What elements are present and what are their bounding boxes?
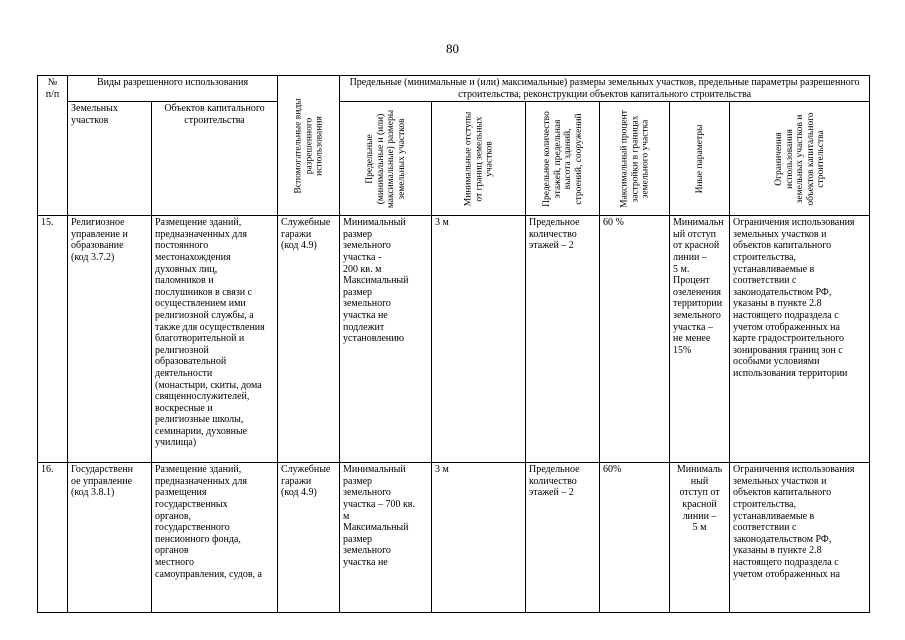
header-capital-objects: Объектов капитального строительства — [152, 102, 278, 216]
table-row — [38, 463, 870, 613]
row-setbacks: 3 м — [432, 463, 526, 613]
row-capital-objects: Размещение зданий, предназначенных для размещения государственных органов, государственного пенсионного фонда, органов местного самоуправления, судов, а — [152, 463, 278, 613]
row-plot-size: Минимальный размер земельного участка - 200 кв. м Максимальный размер земельного участка не подлежит установлению — [340, 216, 432, 463]
header-permitted-uses: Виды разрешенного использования — [68, 76, 278, 102]
row-restrictions: Ограничения использования земельных участков и объектов капитального строительства, устанавливаемые в соответствии с законодательством РФ, указаны в пункте 2.8 настоящего подраздела с учетом отображенных на — [730, 463, 870, 613]
row-floors: Предельное количество этажей – 2 — [526, 463, 600, 613]
row-land-use: Религиозное управление и образование (код 3.7.2) — [68, 216, 152, 463]
header-plot-size-text: Предельные (минимальные и (или) максимальные) размеры земельных участков — [364, 109, 407, 208]
header-setbacks-text: Минимальные отступы от границ земельных участков — [462, 111, 494, 206]
header-floors — [526, 102, 600, 216]
row-floors: Предельное количество этажей – 2 — [526, 216, 600, 463]
header-setbacks — [432, 102, 526, 216]
table-row — [38, 216, 870, 463]
row-coverage: 60% — [600, 463, 670, 613]
row-restrictions: Ограничения использования земельных участков и объектов капитального строительства, устанавливаемые в соответствии с законодательством РФ, указаны в пункте 2.8 настоящего подраздела с учетом отображенных на карте градостроительного зонирования границ зон с особыми условиями использования территории — [730, 216, 870, 463]
row-num: 15. — [38, 216, 68, 463]
header-plot-size — [340, 102, 432, 216]
header-other-text: Иные параметры — [694, 124, 705, 194]
row-auxiliary: Служебные гаражи (код 4.9) — [278, 216, 340, 463]
row-auxiliary: Служебные гаражи (код 4.9) — [278, 463, 340, 613]
row-capital-objects: Размещение зданий, предназначенных для постоянного местонахождения духовных лиц, паломников и послушников в связи с осуществлением ими религиозной службы, а также для осуществления благотворительной и религиозной образовательной деятельности (монастыри, скиты, дома священнослужителей, воскресные и религиозные школы, семинарии, духовные училища) — [152, 216, 278, 463]
header-coverage — [600, 102, 670, 216]
header-auxiliary-text: Вспомогательные виды разрешенного использования — [292, 98, 324, 194]
header-restrictions — [730, 102, 870, 216]
header-coverage-text: Максимальный процент застройки в границах земельного участка — [618, 109, 650, 208]
header-row-1 — [38, 76, 870, 102]
header-other — [670, 102, 730, 216]
header-auxiliary — [278, 76, 340, 216]
row-coverage: 60 % — [600, 216, 670, 463]
row-land-use: Государственн ое управление (код 3.8.1) — [68, 463, 152, 613]
header-num: № п/п — [38, 76, 68, 216]
row-setbacks: 3 м — [432, 216, 526, 463]
row-plot-size: Минимальный размер земельного участка – 700 кв. м Максимальный размер земельного участка не — [340, 463, 432, 613]
header-limits: Предельные (минимальные и (или) максимальные) размеры земельных участков, предельные параметры разрешенного строительства, реконструкции объектов капитального строительства — [340, 76, 870, 102]
zoning-table — [37, 75, 870, 613]
header-row-2 — [38, 102, 870, 216]
header-restrictions-text: Ограничения использования земельных участков и объектов капитального строительства — [773, 112, 826, 206]
page-number: 80 — [446, 41, 459, 56]
row-other: Минималь ный отступ от красной линии – 5 м — [670, 463, 730, 613]
row-other: Минимальн ый отступ от красной линии – 5 м. Процент озеленения территории земельного участка – не менее 15% — [670, 216, 730, 463]
row-num: 16. — [38, 463, 68, 613]
header-land-plots: Земельных участков — [68, 102, 152, 216]
header-floors-text: Предельное количество этажей, предельная высота зданий, строений, сооружений — [541, 110, 584, 207]
